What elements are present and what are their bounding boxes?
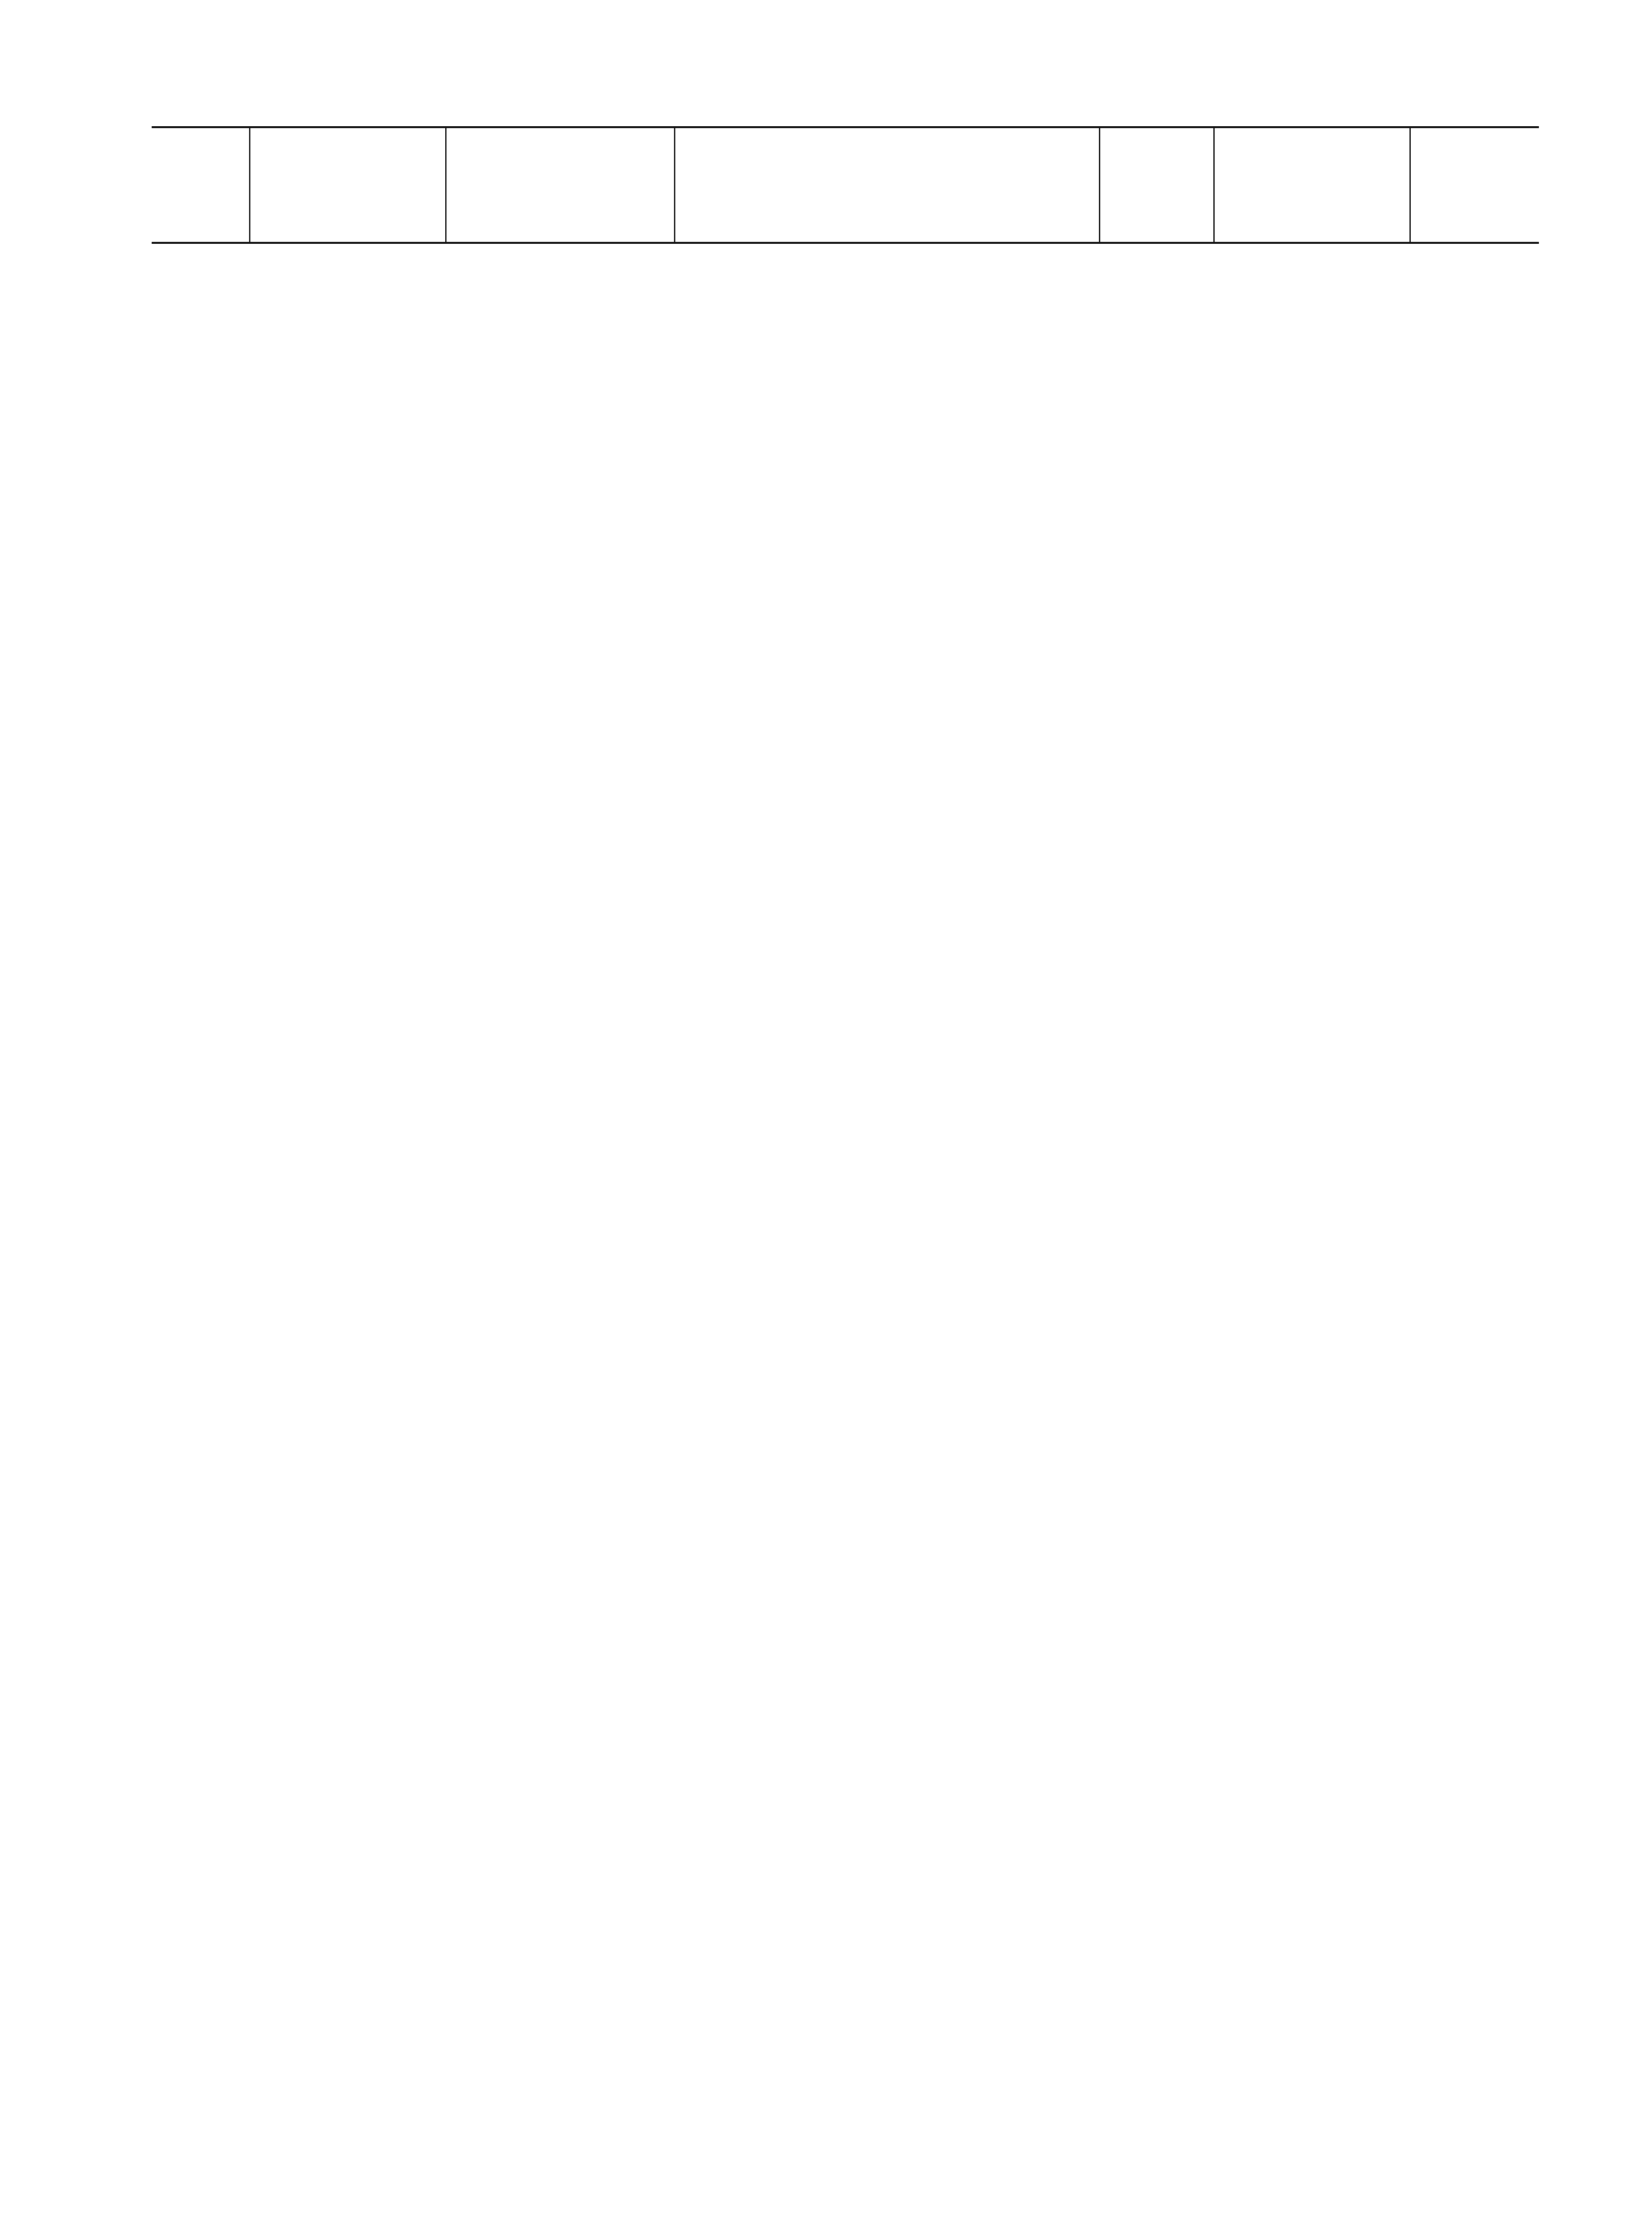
header-part-number xyxy=(446,127,675,243)
header-okp-code xyxy=(250,127,446,243)
header-pos xyxy=(152,127,250,243)
header-part-name xyxy=(675,127,1100,243)
header-material xyxy=(1214,127,1410,243)
header-price xyxy=(1410,127,1539,243)
header-mass xyxy=(1100,127,1214,243)
table-header xyxy=(152,126,1539,244)
